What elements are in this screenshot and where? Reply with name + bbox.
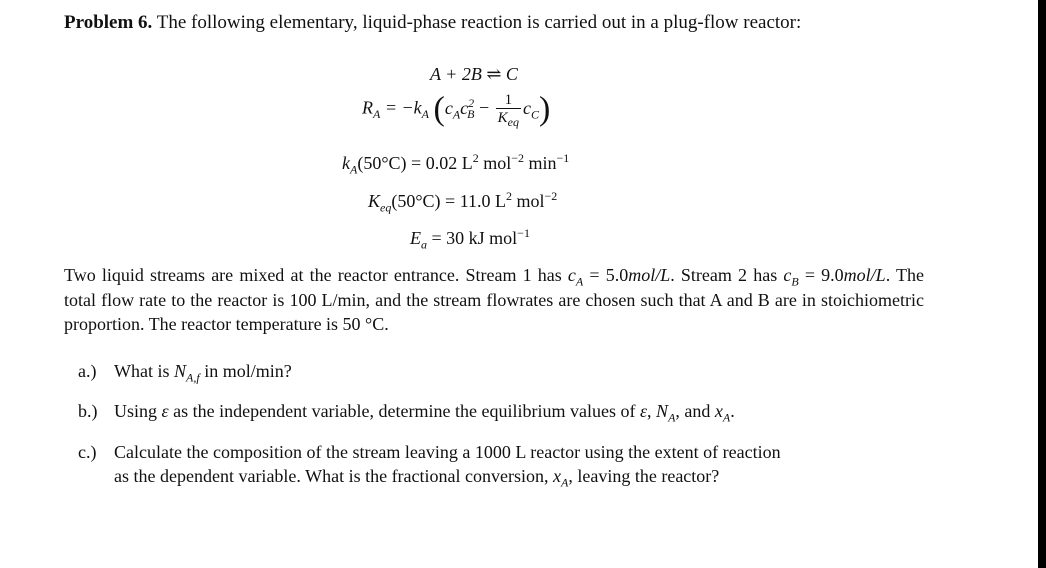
activation-energy-equation: $E_a = 30$ kJ mol$^{-1}$ bbox=[410, 226, 530, 252]
question-c-label: c.) bbox=[78, 442, 97, 462]
rate-k-subscript: A bbox=[421, 107, 429, 122]
question-a-label: a.) bbox=[78, 361, 97, 381]
problem-description: Two liquid streams are mixed at the reactor entrance. Stream 1 has $c_A = 5.0mol/L$. Stream 2 has $c_B = 9.0mol/L$. The total flow rate to the reactor is 100 L/min, and the stream flowrates are chosen such that A and B are in stoichiometric proportion. The reactor temperature is 50 °C. bbox=[64, 265, 925, 334]
equilibrium-constant-equation: $K_{eq}(50^\circ C) = 11.0$ $L^2$ mol$^{-2}$ bbox=[368, 189, 558, 215]
fraction-denominator: $K_{eq}$ bbox=[497, 110, 519, 129]
left-paren: ( bbox=[433, 90, 445, 128]
question-c bbox=[78, 440, 914, 490]
rate-constant-equation: $k_A(50^\circ C) = 0.02$ $L^2$ mol$^{-2}$ $\min^{-1}$ bbox=[342, 151, 570, 177]
rate-law-equation: $R_A = -k_A$ ($c_Ac^2_B$ − $\frac{1}{K_{eq}}$ $c_C$) bbox=[362, 90, 551, 129]
equilibrium-fraction bbox=[496, 92, 521, 127]
reaction-lhs: A + 2B bbox=[430, 64, 482, 84]
equilibrium-arrow: ⇌ bbox=[486, 64, 502, 84]
reaction-equation bbox=[430, 64, 518, 85]
reaction-rhs: C bbox=[505, 64, 518, 84]
product-concentration: $c_C$ bbox=[523, 97, 540, 122]
problem-heading bbox=[64, 12, 801, 34]
page-edge bbox=[1038, 0, 1046, 568]
concentration-product: $c_Ac^2_B$ bbox=[444, 95, 475, 122]
fraction-numerator: 1 bbox=[504, 92, 513, 108]
question-b: b.) Using ε as the independent variable, determine the equilibrium values of ε, $N_A$, and $x_A$. bbox=[78, 401, 735, 425]
right-paren: ) bbox=[539, 90, 551, 128]
rate-subscript: A bbox=[373, 107, 381, 122]
question-a: a.) What is $N_{A,f}$ in mol/min? bbox=[78, 361, 292, 385]
problem-intro: The following elementary, liquid-phase reaction is carried out in a plug-flow reactor: bbox=[156, 12, 802, 33]
rate-symbol: R bbox=[362, 97, 373, 118]
problem-label: Problem 6. bbox=[64, 12, 153, 33]
question-c-line1: Calculate the composition of the stream leaving a 1000 L reactor using the extent of reaction bbox=[114, 442, 781, 462]
question-b-label: b.) bbox=[78, 401, 98, 421]
question-c-line2: as the dependent variable. What is the fractional conversion, $x_A$, leaving the reactor? bbox=[114, 466, 720, 490]
rate-equals-k: = −k bbox=[380, 97, 422, 118]
